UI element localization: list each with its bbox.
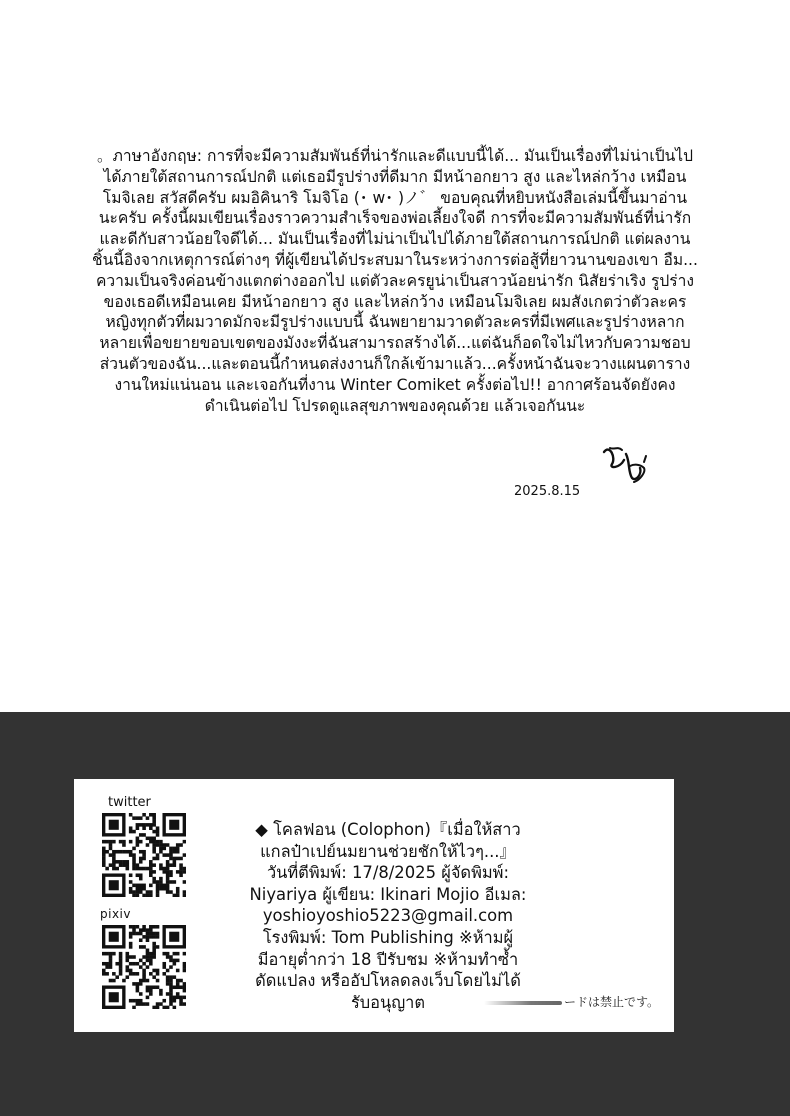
faded-note-text: ードは禁止です。 <box>564 995 660 1009</box>
colophon-text: ◆ โคลฟอน (Colophon)『เมื่อให้สาว แกลป๋าเปย์นมยานช่วยชักให้ไวๆ...』 วันที่ตีพิมพ์: 17/8/2025 ผู้จัดพิมพ์: Niyariya ผู้เขียน: Ikinari Mojio อีเมล: yoshioyoshio5223@gmail.com โรงพิมพ์: Tom Publishing ※ห้ามผู้ มีอายุต่ำกว่า 18 ปีรับชม ※ห้ามทำซ้ำ ดัดแปลง หรืออัปโหลดลงเว็บโดยไม่ได้ รับอนุญาต <box>249 820 527 1012</box>
pixiv-qr-code-icon[interactable] <box>102 925 186 1009</box>
afterword-text: 。ภาษาอังกฤษ: การที่จะมีความสัมพันธ์ที่น่ารักและดีแบบนี้ได้... มันเป็นเรื่องที่ไม่น่าเป็นไป ได้ภายใต้สถานการณ์ปกติ แต่เธอมีรูปร่างที่ดีมาก มีหน้าอกยาว สูง และไหล่กว้าง เหมือน โมจิเลย สวัสดีครับ ผมอิคินาริ โมจิโอ (･ w･ )ノ゛ ขอบคุณที่หยิบหนังสือเล่มนี้ขึ้นมาอ่าน นะครับ ครั้งนี้ผมเขียนเรื่องราวความสำเร็จของพ่อเลี้ยงใจดี การที่จะมีความสัมพันธ์ที่น่ารัก และดีกับสาวน้อยใจดีได้... มันเป็นเรื่องที่ไม่น่าเป็นไปได้ภายใต้สถานการณ์ปกติ แต่ผลงาน ชิ้นนี้อิงจากเหตุการณ์ต่างๆ ที่ผู้เขียนได้ประสบมาในระหว่างการต่อสู้ที่ยาวนานของเขา อืม... ความเป็นจริงค่อนข้างแตกต่างออกไป แต่ตัวละครยูน่าเป็นสาวน้อยน่ารัก นิสัยร่าเริง รูปร่าง ของเธอดีเหมือนเคย มีหน้าอกยาว สูง และไหล่กว้าง เหมือนโมจิเลย ผมสังเกตว่าตัวละคร หญิงทุกตัวที่ผมวาดมักจะมีรูปร่างแบบนี้ ฉันพยายามวาดตัวละครที่มีเพศและรูปร่างหลาก หลายเพื่อขยายขอบเขตของมังงะที่ฉันสามารถสร้างได้...แต่ฉันก็อดใจไม่ไหวกับความชอบ ส่วนตัวของฉัน...และตอนนี้กำหนดส่งงานก็ใกล้เข้ามาแล้ว...ครั้งหน้าฉันจะวางแผนตาราง งานใหม่แน่นอน และเจอกันที่งาน Winter Comiket ครั้งต่อไป!! อากาศร้อนจัดยังคง ดำเนินต่อไป โปรดดูแลสุขภาพของคุณด้วย แล้วเจอกันนะ <box>92 147 698 415</box>
twitter-qr-code-icon[interactable] <box>102 813 186 897</box>
colophon-card <box>74 779 674 1032</box>
date-stamp: 2025.8.15 <box>514 484 581 499</box>
faded-note <box>484 993 659 1010</box>
pixiv-label: pixiv <box>100 907 131 921</box>
twitter-label: twitter <box>108 795 151 810</box>
blurred-text-mark <box>484 1001 562 1005</box>
signature-icon <box>600 438 652 488</box>
